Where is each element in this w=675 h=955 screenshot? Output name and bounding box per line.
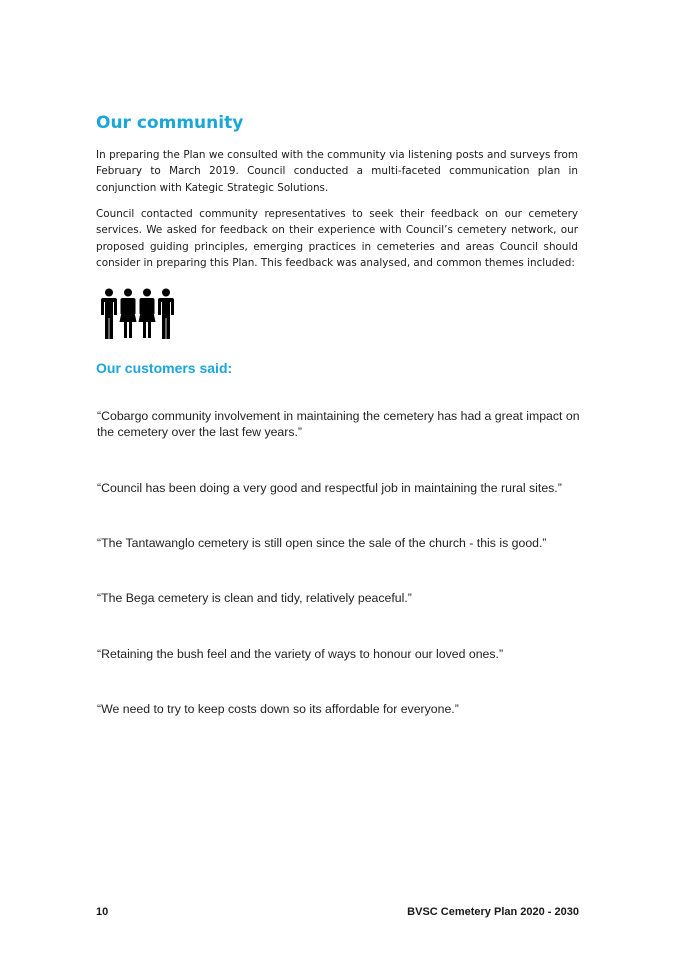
section-title: Our community [96, 113, 244, 133]
customer-quote: “The Bega cemetery is clean and tidy, relatively peaceful.” [97, 591, 412, 605]
customer-quote: “We need to try to keep costs down so its affordable for everyone.” [97, 702, 459, 716]
page-number: 10 [96, 906, 109, 918]
feedback-paragraph: Council contacted community representatives to seek their feedback on our cemetery services. We asked for feedback on their experience with Council’s cemetery network, our proposed guiding principles, emerging practices in cemeteries and areas Council should consider in preparing this Plan. This feedback was analysed, and common themes included: [96, 208, 578, 270]
customer-quote: “Retaining the bush feel and the variety of ways to honour our loved ones.” [97, 647, 504, 661]
people-group-icon [100, 288, 176, 340]
customers-heading: Our customers said: [96, 360, 233, 376]
customer-quote: “The Tantawanglo cemetery is still open since the sale of the church - this is good.” [97, 536, 547, 550]
intro-paragraph: In preparing the Plan we consulted with the community via listening posts and surveys from February to March 2019. Council conducted a multi-faceted communication plan in conjunction with Kategic Strategic Solutions. [96, 149, 578, 194]
document-title: BVSC Cemetery Plan 2020 - 2030 [407, 906, 579, 918]
customer-quote: “Council has been doing a very good and respectful job in maintaining the rural sites.” [97, 481, 562, 495]
customer-quote: “Cobargo community involvement in maintaining the cemetery has had a great impact on the cemetery over the last few years.” [97, 409, 580, 439]
